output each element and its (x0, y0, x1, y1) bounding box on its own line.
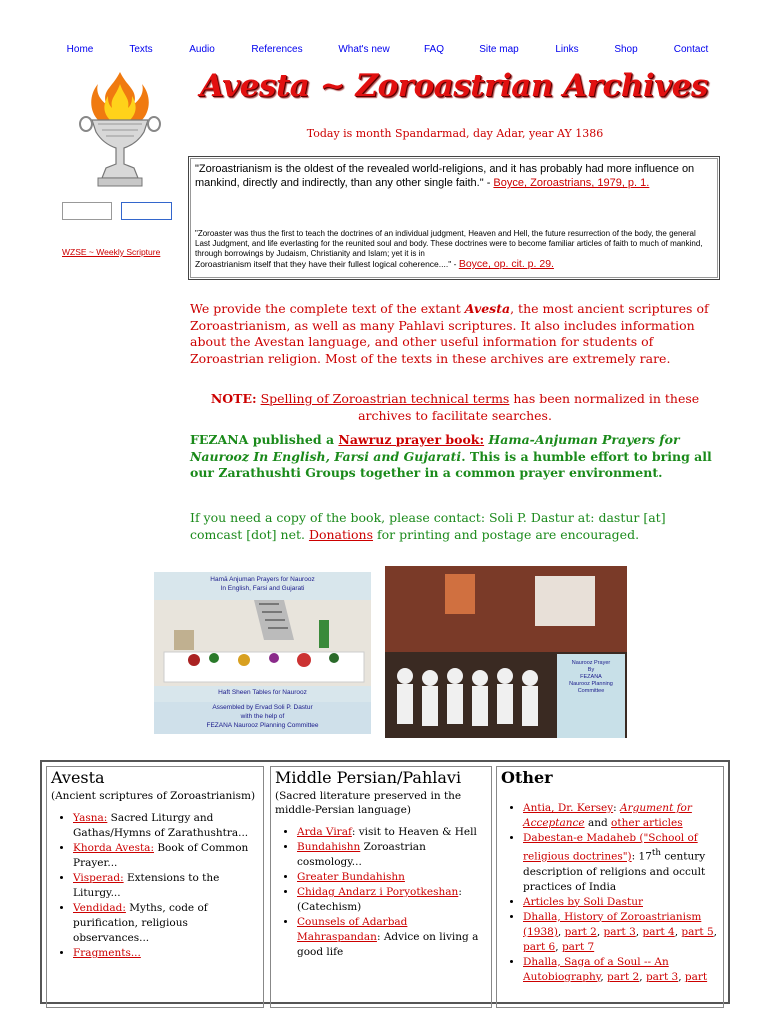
nav-links[interactable]: Links (555, 44, 579, 55)
pahlavi-heading: Middle Persian/Pahlavi (275, 768, 462, 787)
other-column (496, 766, 724, 1008)
dhalla-part-link[interactable]: part 2 (564, 925, 597, 938)
list-item: • Khorda Avesta: Book of Common Prayer... (73, 841, 263, 871)
greater-bundahishn-link[interactable]: Greater Bundahishn (297, 871, 405, 883)
quote-2-cite-link[interactable]: Boyce, op. cit. p. 29. (458, 258, 554, 270)
antia-link[interactable]: Antia, Dr. Kersey (523, 802, 614, 814)
list-item: • Vendidad: Myths, code of purification, religious observances... (73, 901, 263, 946)
list-item: • Visperad: Extensions to the Liturgy... (73, 871, 263, 901)
visperad-link[interactable]: Visperad: (73, 872, 124, 884)
list-item: • Dhalla, History of Zoroastrianism (1938), part 2, part 3, part 4, part 5, part 6, part 7 (523, 910, 723, 955)
vendidad-link[interactable]: Vendidad: (73, 902, 126, 914)
prayer-book-image: Hamā Anjuman Prayers for Naurooz In English, Farsi and Gujarati Haft Sheen Tables for Naurooz Assembled by Ervad Soli P. Dastur with the help of FEZANA Naurooz Planning Committee (154, 572, 371, 734)
list-item: • Chidag Andarz i Poryotkeshan: (Catechism) (297, 885, 491, 915)
quote-1-cite-link[interactable]: Boyce, Zoroastrians, 1979, p. 1. (493, 177, 650, 189)
nav-audio[interactable]: Audio (189, 44, 215, 55)
scripture-table (40, 760, 730, 1004)
avesta-list (47, 811, 263, 961)
naurooz-prayer-caption: Naurooz Prayer By FEZANA Naurooz Planning Committee (569, 660, 613, 694)
haft-sheen-table-photo (154, 600, 371, 686)
list-item: • Dabestan-e Madaheb ("School of religious doctrines"): 17th century description of religions and occult practices of India (523, 831, 723, 895)
list-item: • Antia, Dr. Kersey: Argument for Acceptance and other articles (523, 801, 723, 831)
yasna-link[interactable]: Yasna: (73, 812, 108, 824)
naurooz-prayer-photo (385, 566, 627, 738)
list-item (523, 895, 723, 910)
list-item (297, 870, 491, 885)
other-heading: Other (501, 768, 553, 787)
list-item: • Dhalla, Saga of a Soul -- An Autobiography, part 2, part 3, part (523, 955, 723, 985)
bundahishn-link[interactable]: Bundahishn (297, 841, 361, 853)
sacred-fire-icon (72, 68, 168, 194)
spelling-terms-link[interactable]: Spelling of Zoroastrian technical terms (260, 391, 510, 406)
dabestan-link[interactable]: Dabestan-e Madaheb ("School of religious doctrines") (523, 832, 698, 863)
dhalla-history-link[interactable]: Dhalla, History of Zoroastrianism (1938) (523, 910, 702, 938)
nawruz-prayer-book-link[interactable]: Nawruz prayer book: (338, 432, 485, 447)
articles-soli-dastur-link[interactable]: Articles by Soli Dastur (523, 895, 643, 908)
list-item (73, 946, 263, 961)
quote-box (188, 156, 720, 280)
intro-paragraph: We provide the complete text of the extant Avesta, the most ancient scriptures of Zoroastrianism, as well as many Pahlavi scriptures. It also includes information about the Avestan language, and other useful information for students of Zoroastrian religion. Most of the texts in these archives are extremely rare. (190, 301, 709, 366)
nav-references[interactable]: References (251, 44, 303, 55)
nav-site-map[interactable]: Site map (479, 44, 519, 55)
donations-link[interactable]: Donations (308, 526, 374, 542)
other-articles-link[interactable]: other articles (611, 817, 683, 829)
search-box-1[interactable] (62, 202, 112, 220)
saga-part-link[interactable]: part 2 (607, 970, 640, 983)
wzse-weekly-scripture-link[interactable]: WZSE ~ Weekly Scripture (62, 247, 161, 257)
other-list (497, 801, 723, 985)
avesta-column: Avesta (Ancient scriptures of Zoroastrianism) • Yasna: Sacred Liturgy and Gathas/Hymns of Zarathushtra... • Khorda Avesta: Book of Common Prayer... • Visperad: Extensions to the Liturgy... • Vendidad: Myths, code of purification, religious observances... • Fragments... (46, 766, 264, 1008)
nav-texts[interactable]: Texts (129, 44, 153, 55)
saga-part-link[interactable]: part (684, 970, 708, 983)
dhalla-part-link[interactable]: part 4 (642, 925, 675, 938)
dhalla-part-link[interactable]: part 7 (561, 940, 595, 953)
khorda-avesta-link[interactable]: Khorda Avesta: (73, 842, 154, 854)
pahlavi-column: Middle Persian/Pahlavi (Sacred literature preserved in the middle-Persian language) • Arda Viraf: visit to Heaven & Hell • Bundahishn Zoroastrian cosmology... • Greater Bundahishn • Chidag Andarz i Poryotkeshan: (Catechism) • Counsels of Adarbad Mahraspandan: Advice on living a good life (270, 766, 492, 1008)
quote-1: "Zoroastrianism is the oldest of the revealed world-religions, and it has probably had more influence on mankind, directly and indirectly, than any other single faith." - Boyce, Zoroastrians, 1979, p. 1. (195, 163, 695, 189)
dhalla-part-link[interactable]: part 5 (681, 925, 714, 938)
chidag-andarz-link[interactable]: Chidag Andarz i Poryotkeshan (297, 886, 459, 898)
dhalla-saga-link[interactable]: Dhalla, Saga of a Soul -- An Autobiography (523, 955, 669, 983)
list-item: • Yasna: Sacred Liturgy and Gathas/Hymns of Zarathushtra... (73, 811, 263, 841)
argument-acceptance-link[interactable]: Argument for Acceptance (523, 802, 692, 829)
nav-shop[interactable]: Shop (614, 44, 638, 55)
avesta-heading: Avesta (51, 768, 105, 787)
quote-2: "Zoroaster was thus the first to teach the doctrines of an individual judgment, Heaven and Hell, the future resurrection of the body, the general Last Judgment, and life everlasting for the reunited soul and body. These doctrines were to become familiar articles of faith to much of mankind, through borrowings by Judaism, Christianity and Islam; yet it is in Zoroastrianism itself that they have their fullest logical coherence...." - Boyce, op. cit. p. 29. (195, 229, 703, 270)
search-box-2[interactable] (121, 202, 172, 220)
counsels-adarbad-link[interactable]: Counsels of Adarbad Mahraspandan (297, 916, 408, 943)
fezana-paragraph: FEZANA published a Nawruz prayer book: Hama-Anjuman Prayers for Naurooz In English, Farsi and Gujarati. This is a humble effort to bring all our Zarathushti Groups together in a common prayer environment. (190, 432, 712, 480)
nav-contact[interactable]: Contact (673, 44, 709, 55)
dhalla-part-link[interactable]: part 3 (603, 925, 636, 938)
dhalla-part-link[interactable]: part 6 (523, 940, 556, 953)
list-item: • Counsels of Adarbad Mahraspandan: Advice on living a good life (297, 915, 491, 960)
pahlavi-list (271, 825, 491, 960)
arda-viraf-link[interactable]: Arda Viraf (297, 826, 352, 838)
nav-whats-new[interactable]: What's new (338, 44, 390, 55)
contact-paragraph: If you need a copy of the book, please contact: Soli P. Dastur at: dastur [at] comcast [dot] net. Donations for printing and postage are encouraged. (190, 510, 666, 542)
list-item: • Bundahishn Zoroastrian cosmology... (297, 840, 491, 870)
nav-faq[interactable]: FAQ (423, 44, 445, 55)
top-nav (0, 44, 768, 60)
saga-part-link[interactable]: part 3 (645, 970, 679, 983)
list-item: • Arda Viraf: visit to Heaven & Hell (297, 825, 491, 840)
note-paragraph: NOTE: Spelling of Zoroastrian technical terms has been normalized in these archives to facilitate searches. (210, 391, 700, 423)
nav-home[interactable]: Home (66, 44, 94, 55)
today-date: Today is month Spandarmad, day Adar, year AY 1386 (306, 127, 604, 140)
site-title: Avesta ~ Zoroastrian Archives (200, 68, 708, 104)
fragments-link[interactable]: Fragments... (73, 947, 141, 959)
